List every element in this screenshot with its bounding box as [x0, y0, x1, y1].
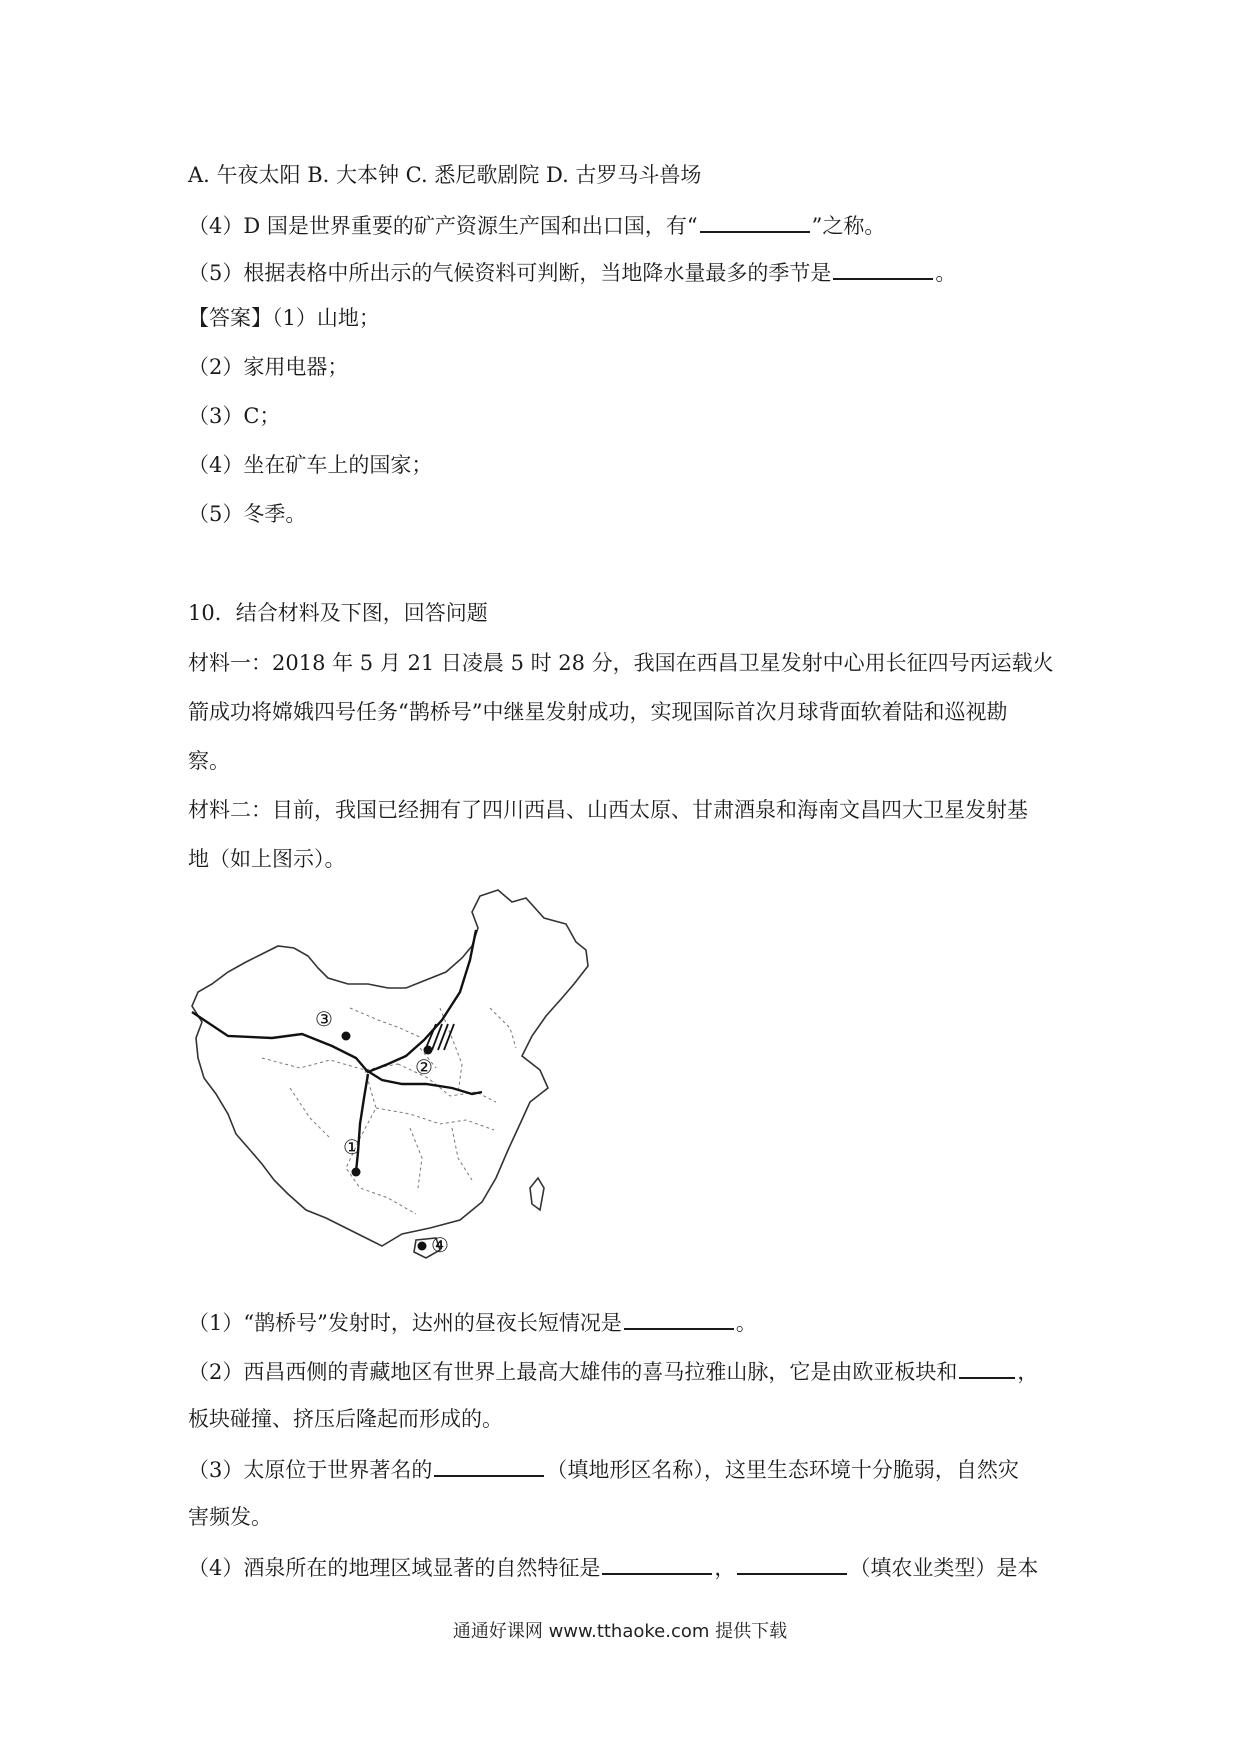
- material-2-line-2: 地（如上图示）。: [188, 847, 346, 871]
- answer-blank: [602, 1551, 712, 1575]
- sub4-prefix: （4）酒泉所在的地理区域显著的自然特征是: [188, 1556, 601, 1580]
- province-borders: [262, 1008, 516, 1214]
- answer-1: 【答案】（1）山地；: [188, 306, 380, 330]
- q4-prefix: （4）D 国是世界重要的矿产资源生产国和出口国，有“: [188, 214, 698, 238]
- marker-2: ②: [415, 1055, 433, 1079]
- answer-blank: [700, 209, 810, 233]
- wenchang-launch-site: [418, 1242, 427, 1251]
- china-launch-sites-map: [190, 888, 630, 1288]
- xichang-launch-site: [352, 1168, 361, 1177]
- sub-question-2-line-2: 板块碰撞、挤压后隆起而形成的。: [188, 1407, 503, 1431]
- material-1-line-1: 材料一：2018 年 5 月 21 日凌晨 5 时 28 分，我国在西昌卫星发射中心用长征四号丙运载火: [188, 651, 1054, 675]
- country-outline: [192, 890, 588, 1246]
- question-10-title: 10．结合材料及下图，回答问题: [188, 601, 488, 625]
- sub3-suffix: （填地形区名称），这里生态环境十分脆弱，自然灾: [546, 1458, 1019, 1482]
- answer-blank: [624, 1306, 734, 1330]
- marker-4: ④: [431, 1233, 449, 1257]
- sub-question-3: [188, 1453, 1019, 1485]
- question-4-line: [188, 209, 885, 241]
- material-2-line-1: 材料二：目前，我国已经拥有了四川西昌、山西太原、甘肃酒泉和海南文昌四大卫星发射基: [188, 798, 1028, 822]
- answer-blank: [737, 1551, 847, 1575]
- marker-1: ①: [343, 1135, 361, 1159]
- sub-question-1: [188, 1306, 757, 1338]
- taiyuan-launch-site: [424, 1046, 433, 1055]
- options-line: A. 午夜太阳 B. 大本钟 C. 悉尼歌剧院 D. 古罗马斗兽场: [188, 163, 702, 187]
- answer-5: （5）冬季。: [188, 502, 307, 526]
- sub4-suffix: （填农业类型）是本: [849, 1556, 1039, 1580]
- material-1-line-3: 察。: [188, 749, 230, 773]
- answer-blank: [833, 256, 933, 280]
- jiuquan-launch-site: [342, 1032, 351, 1041]
- taiwan-outline: [530, 1178, 544, 1210]
- sub1-prefix: （1）“鹊桥号”发射时，达州的昼夜长短情况是: [188, 1311, 622, 1335]
- q5-prefix: （5）根据表格中所出示的气候资料可判断，当地降水量最多的季节是: [188, 261, 832, 285]
- answer-3: （3）C；: [188, 404, 281, 428]
- sub3-prefix: （3）太原位于世界著名的: [188, 1458, 433, 1482]
- q5-suffix: 。: [935, 261, 957, 285]
- answer-blank: [959, 1355, 1015, 1379]
- sub4-separator: ，: [714, 1556, 736, 1580]
- q4-suffix: ”之称。: [811, 214, 886, 238]
- sub-question-3-line-2: 害频发。: [188, 1505, 272, 1529]
- material-1-line-2: 箭成功将嫦娥四号任务“鹊桥号”中继星发射成功，实现国际首次月球背面软着陆和巡视勘: [188, 700, 1008, 724]
- marker-3: ③: [315, 1007, 333, 1031]
- sub-question-4: [188, 1551, 1038, 1583]
- page-footer: 通通好课网 www.tthaoke.com 提供下载: [452, 1621, 788, 1642]
- sub2-suffix: ，: [1017, 1360, 1039, 1384]
- answer-4: （4）坐在矿车上的国家；: [188, 453, 433, 477]
- geographic-division-line: [192, 930, 476, 1072]
- answer-2: （2）家用电器；: [188, 355, 349, 379]
- sub1-suffix: 。: [735, 1311, 757, 1335]
- sub2-prefix: （2）西昌西侧的青藏地区有世界上最高大雄伟的喜马拉雅山脉，它是由欧亚板块和: [188, 1360, 958, 1384]
- question-5-line: [188, 256, 956, 288]
- sub-question-2: [188, 1355, 1038, 1387]
- answer-blank: [434, 1453, 544, 1477]
